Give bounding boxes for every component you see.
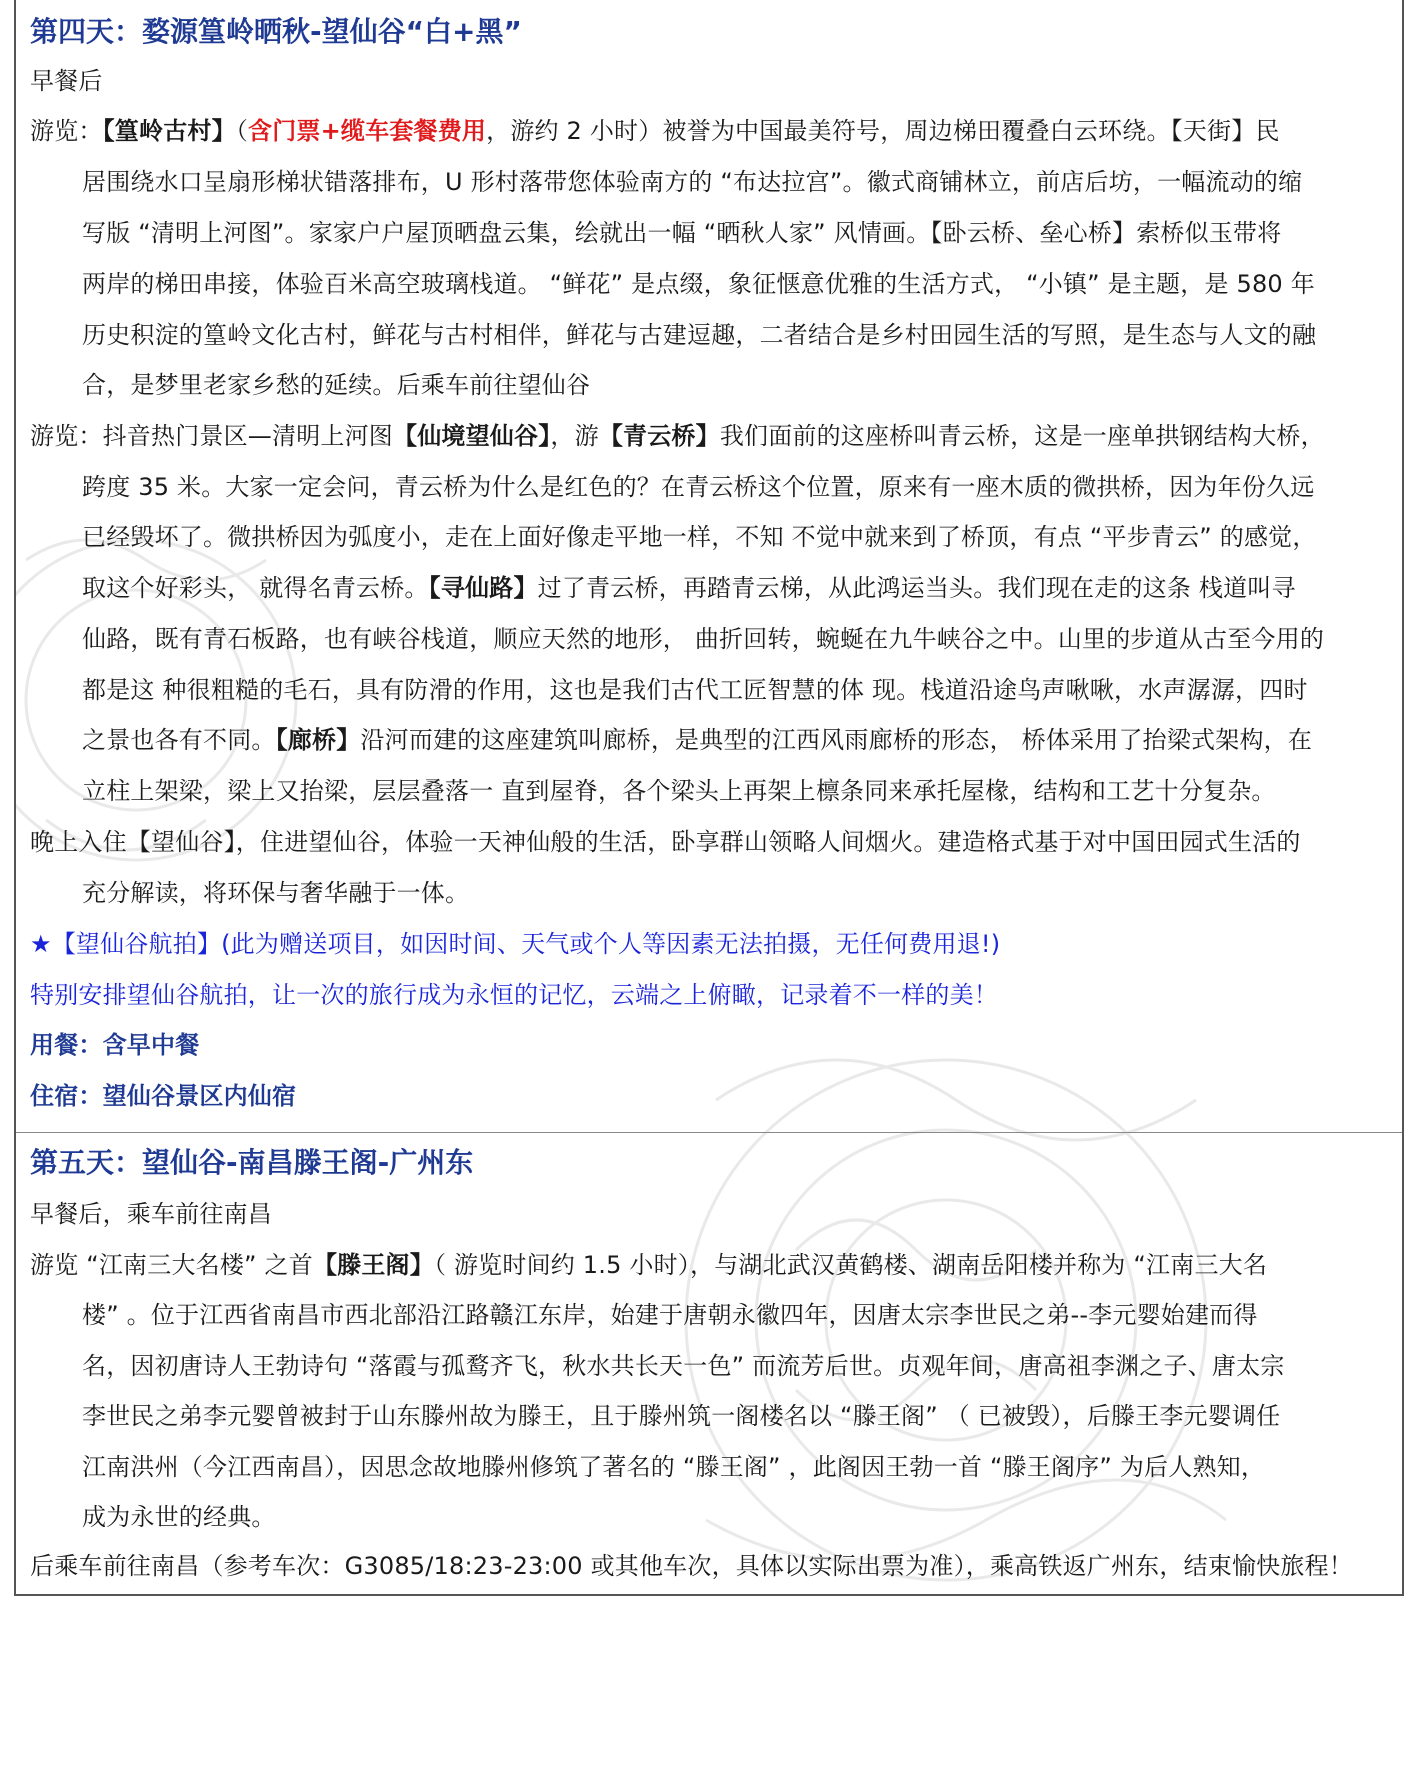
day4-breakfast: 早餐后 — [30, 67, 103, 95]
day5-p1-line: 楼” 。位于江西省南昌市西北部沿江路赣江东岸，始建于唐朝永徽四年，因唐太宗李世民之弟--李元婴始建而得 — [82, 1301, 1258, 1329]
day5-section — [16, 1132, 1402, 1595]
day4-p2-place3: 【寻仙路】 — [428, 574, 538, 602]
day4-p1-place: 【篁岭古村】 — [102, 117, 236, 145]
day4-p1-line1 — [30, 116, 1280, 146]
day4-p2-place2: 【青云桥】 — [598, 422, 720, 450]
day5-p1-line: 李世民之弟李元婴曾被封于山东滕州故为滕王，且于滕州筑一阁楼名以 “滕王阁” （ 已被毁），后滕王李元婴调任 — [82, 1402, 1281, 1430]
day4-p2-place1: 【仙境望仙谷】 — [393, 422, 551, 450]
day4-p2-prefix: 游览：抖音热门景区—清明上河图 — [30, 422, 393, 450]
aerial-note: ★【望仙谷航拍】(此为赠送项目，如因时间、天气或个人等因素无法拍摄，无任何费用退!) — [30, 930, 1001, 958]
itinerary-frame — [14, 0, 1404, 1596]
day4-p1-line: 两岸的梯田串接，体验百米高空玻璃栈道。 “鲜花” 是点缀，象征惬意优雅的生活方式， “小镇” 是主题，是 580 年 — [82, 270, 1315, 298]
day5-p1-line: 成为永世的经典。 — [82, 1503, 276, 1531]
day5-p1-place: 【滕王阁】 — [312, 1251, 434, 1279]
day5-breakfast: 早餐后，乘车前往南昌 — [30, 1200, 272, 1228]
day5-p1-line: 江南洪州（今江西南昌），因思念故地滕州修筑了著名的 “滕王阁” ，此阁因王勃一首 “滕王阁序” 为后人熟知， — [82, 1453, 1266, 1481]
day4-meals: 用餐：含早中餐 — [30, 1031, 200, 1059]
day4-p2-line: 已经毁坏了。微拱桥因为弧度小，走在上面好像走平地一样，不知 不觉中就来到了桥顶，有点 “平步青云” 的感觉， — [82, 523, 1317, 551]
day4-p2-l4b: 过了青云桥，再踏青云梯，从此鸿运当头。我们现在走的这条 栈道叫寻 — [537, 574, 1296, 602]
day4-p2-line — [82, 573, 1296, 603]
day4-p2-line: 都是这 种很粗糙的毛石，具有防滑的作用，这也是我们古代工匠智慧的体 现。栈道沿途鸟声啾啾，水声潺潺，四时 — [82, 676, 1308, 704]
aerial-desc: 特别安排望仙谷航拍，让一次的旅行成为永恒的记忆，云端之上俯瞰，记录着不一样的美！ — [30, 981, 998, 1009]
day4-section — [16, 0, 1402, 1130]
day5-p1-line: 名，因初唐诗人王勃诗句 “落霞与孤鹜齐飞，秋水共长天一色” 而流芳后世。贞观年间，唐高祖李渊之子、唐太宗 — [82, 1352, 1285, 1380]
day4-p2-line: 跨度 35 米。大家一定会问，青云桥为什么是红色的？在青云桥这个位置，原来有一座木质的微拱桥，因为年份久远 — [82, 473, 1315, 501]
day4-p2-line — [82, 725, 1312, 755]
day4-p2-mid: ，游 — [550, 422, 599, 450]
day5-title: 第五天：望仙谷-南昌滕王阁-广州东 — [30, 1146, 474, 1179]
day4-lodging: 住宿：望仙谷景区内仙宿 — [30, 1082, 297, 1110]
day4-p2-rest1: 我们面前的这座桥叫青云桥，这是一座单拱钢结构大桥， — [719, 422, 1325, 450]
day4-p1-line: 合，是梦里老家乡愁的延续。后乘车前往望仙谷 — [82, 371, 591, 399]
day4-p2-l4a: 取这个好彩头， 就得名青云桥。 — [82, 574, 429, 602]
day4-p1-line: 历史积淀的篁岭文化古村，鲜花与古村相伴，鲜花与古建逗趣，二者结合是乡村田园生活的写照，是生态与人文的融 — [82, 321, 1317, 349]
day4-p1-rest: ，游约 2 小时）被誉为中国最美符号，周边梯田覆叠白云环绕。【天街】民 — [486, 117, 1280, 145]
day4-title: 第四天：婺源篁岭晒秋-望仙谷“白+黑” — [30, 15, 522, 48]
day4-p2-line1 — [30, 421, 1325, 451]
day4-p1-line: 居围绕水口呈扇形梯状错落排布，U 形村落带您体验南方的 “布达拉宫”。徽式商铺林立，前店后坊，一幅流动的缩 — [82, 168, 1303, 196]
day4-p3-line: 充分解读，将环保与奢华融于一体。 — [82, 879, 470, 907]
day4-p2-line: 立柱上架梁，梁上又抬梁，层层叠落一 直到屋脊，各个梁头上再架上檩条同来承托屋椽，结构和工艺十分复杂。 — [82, 777, 1276, 805]
day5-p1-prefix: 游览 “江南三大名楼” 之首 — [30, 1251, 313, 1279]
day4-p1-line: 写版 “清明上河图”。家家户户屋顶晒盘云集，绘就出一幅 “晒秋人家” 风情画。【卧云桥、垒心桥】索桥似玉带将 — [82, 219, 1282, 247]
day4-p2-line: 仙路，既有青石板路，也有峡谷栈道，顺应天然的地形， 曲折回转，蜿蜒在九牛峡谷之中。山里的步道从古至今用的 — [82, 625, 1325, 653]
day4-ticket-highlight: 含门票+缆车套餐费用 — [248, 117, 487, 145]
day4-p2-l7a: 之景也各有不同。 — [82, 726, 276, 754]
day4-p2-place4: 【廊桥】 — [275, 726, 361, 754]
day5-p1-line1 — [30, 1250, 1267, 1280]
day5-final: 后乘车前往南昌（参考车次：G3085/18:23-23:00 或其他车次，具体以实际出票为准），乘高铁返广州东，结束愉快旅程！ — [30, 1552, 1353, 1580]
day4-p1-prefix: 游览： — [30, 117, 103, 145]
day4-p3-line: 晚上入住【望仙谷】，住进望仙谷，体验一天神仙般的生活，卧享群山领略人间烟火。建造格式基于对中国田园式生活的 — [30, 828, 1301, 856]
day5-p1-rest: （ 游览时间约 1.5 小时），与湖北武汉黄鹤楼、湖南岳阳楼并称为 “江南三大名 — [433, 1251, 1268, 1279]
day4-p2-l7b: 沿河而建的这座建筑叫廊桥，是典型的江西风雨廊桥的形态， 桥体采用了抬梁式架构，在 — [360, 726, 1313, 754]
day4-p1-paren: （ — [235, 117, 249, 145]
